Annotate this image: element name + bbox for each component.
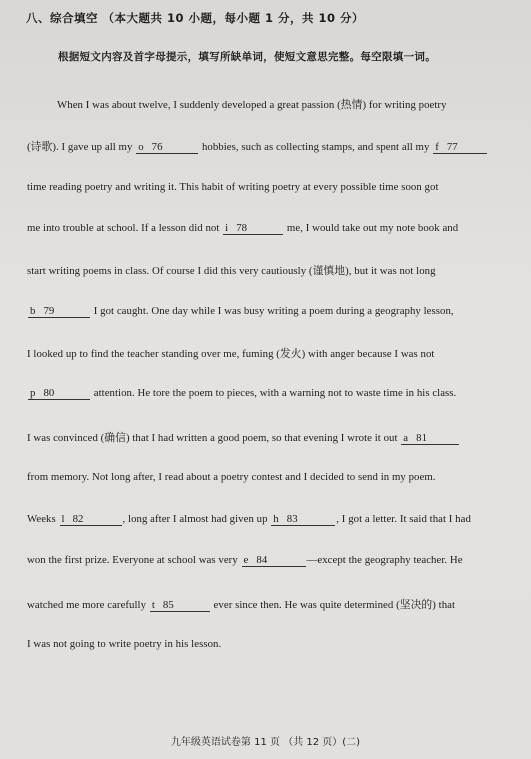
blank-76[interactable] — [136, 142, 198, 154]
passage-line — [27, 222, 517, 235]
passage-line — [27, 597, 517, 612]
passage-text: I looked up to find the teacher standing over me, fuming (发火) with anger because I was not — [27, 348, 435, 360]
passage-text: I was not going to write poetry in his lesson. — [27, 638, 222, 650]
blank-number: 85 — [162, 599, 174, 611]
passage-text: When I was about twelve, I suddenly developed a great passion (热情) for writing poetry — [57, 99, 447, 111]
blank-number: 84 — [256, 554, 268, 566]
blank-number: 76 — [151, 141, 163, 153]
blank-initial-letter: h — [273, 513, 279, 525]
blank-initial-letter: b — [30, 305, 36, 317]
passage-line — [27, 263, 517, 278]
blank-79[interactable] — [28, 306, 90, 318]
page-footer: 九年级英语试卷第 11 页 （共 12 页）(二) — [170, 737, 361, 748]
passage-text: me, I would take out my note book and — [284, 222, 459, 234]
blank-84[interactable] — [242, 555, 306, 567]
blank-77[interactable] — [433, 142, 487, 154]
blank-number: 81 — [416, 432, 428, 444]
blank-number: 83 — [286, 513, 298, 525]
blank-initial-letter: p — [30, 387, 36, 399]
blank-83[interactable] — [271, 514, 335, 526]
passage-text: , long after I almost had given up — [122, 513, 271, 525]
passage-text: (诗歌). I gave up all my — [27, 141, 136, 153]
passage-text: —except the geography teacher. He — [306, 554, 463, 566]
passage-text: attention. He tore the poem to pieces, with a warning not to waste time in his class. — [91, 387, 457, 399]
section-heading: 八、综合填空 （本大题共 10 小题，每小题 1 分，共 10 分） — [26, 11, 365, 25]
blank-number: 78 — [236, 222, 248, 234]
passage-text: I got caught. One day while I was busy writing a poem during a geography lesson, — [91, 305, 454, 317]
passage-line — [27, 305, 517, 318]
blank-initial-letter: t — [151, 599, 155, 611]
blank-78[interactable] — [223, 223, 283, 235]
passage-text: watched me more carefully — [27, 599, 149, 611]
blank-initial-letter: l — [61, 513, 65, 525]
passage-text: hobbies, such as collecting stamps, and spent all my — [199, 141, 433, 153]
blank-initial-letter: e — [243, 554, 249, 566]
blank-number: 80 — [43, 387, 55, 399]
passage-text: , I got a letter. It said that I had — [336, 513, 471, 525]
passage-text: me into trouble at school. If a lesson did not — [27, 222, 223, 234]
blank-number: 77 — [446, 141, 458, 153]
blank-number: 82 — [72, 513, 84, 525]
passage-text: Weeks — [27, 513, 59, 525]
passage-line — [27, 139, 517, 154]
passage-line — [57, 97, 517, 112]
blank-initial-letter: o — [138, 141, 144, 153]
instruction-text: 根据短文内容及首字母提示，填写所缺单词，使短文意思完整。每空限填一词。 — [58, 51, 436, 63]
blank-initial-letter: a — [403, 432, 409, 444]
blank-initial-letter: f — [435, 141, 439, 153]
blank-81[interactable] — [401, 433, 459, 445]
blank-number: 79 — [43, 305, 55, 317]
passage-text: ever since then. He was quite determined (坚决的) that — [210, 599, 456, 611]
passage-line — [27, 387, 517, 400]
passage-line — [27, 346, 517, 361]
passage-line — [27, 471, 517, 483]
passage-line — [27, 638, 517, 650]
passage-line — [27, 554, 517, 567]
passage-text: time reading poetry and writing it. This habit of writing poetry at every possible time soon got — [27, 181, 439, 193]
blank-initial-letter: i — [225, 222, 229, 234]
passage-line — [27, 430, 517, 445]
passage-text: won the first prize. Everyone at school was very — [27, 554, 241, 566]
blank-82[interactable] — [60, 514, 122, 526]
blank-80[interactable] — [28, 388, 90, 400]
passage-text: from memory. Not long after, I read about a poetry contest and I decided to send in my poem. — [27, 471, 436, 483]
passage-line — [27, 181, 517, 193]
passage-line — [27, 513, 517, 526]
passage-text: I was convinced (确信) that I had written a good poem, so that evening I wrote it out — [27, 432, 401, 444]
blank-85[interactable] — [150, 600, 210, 612]
passage-text: start writing poems in class. Of course I did this very cautiously (谨慎地), but it was not long — [27, 265, 436, 277]
